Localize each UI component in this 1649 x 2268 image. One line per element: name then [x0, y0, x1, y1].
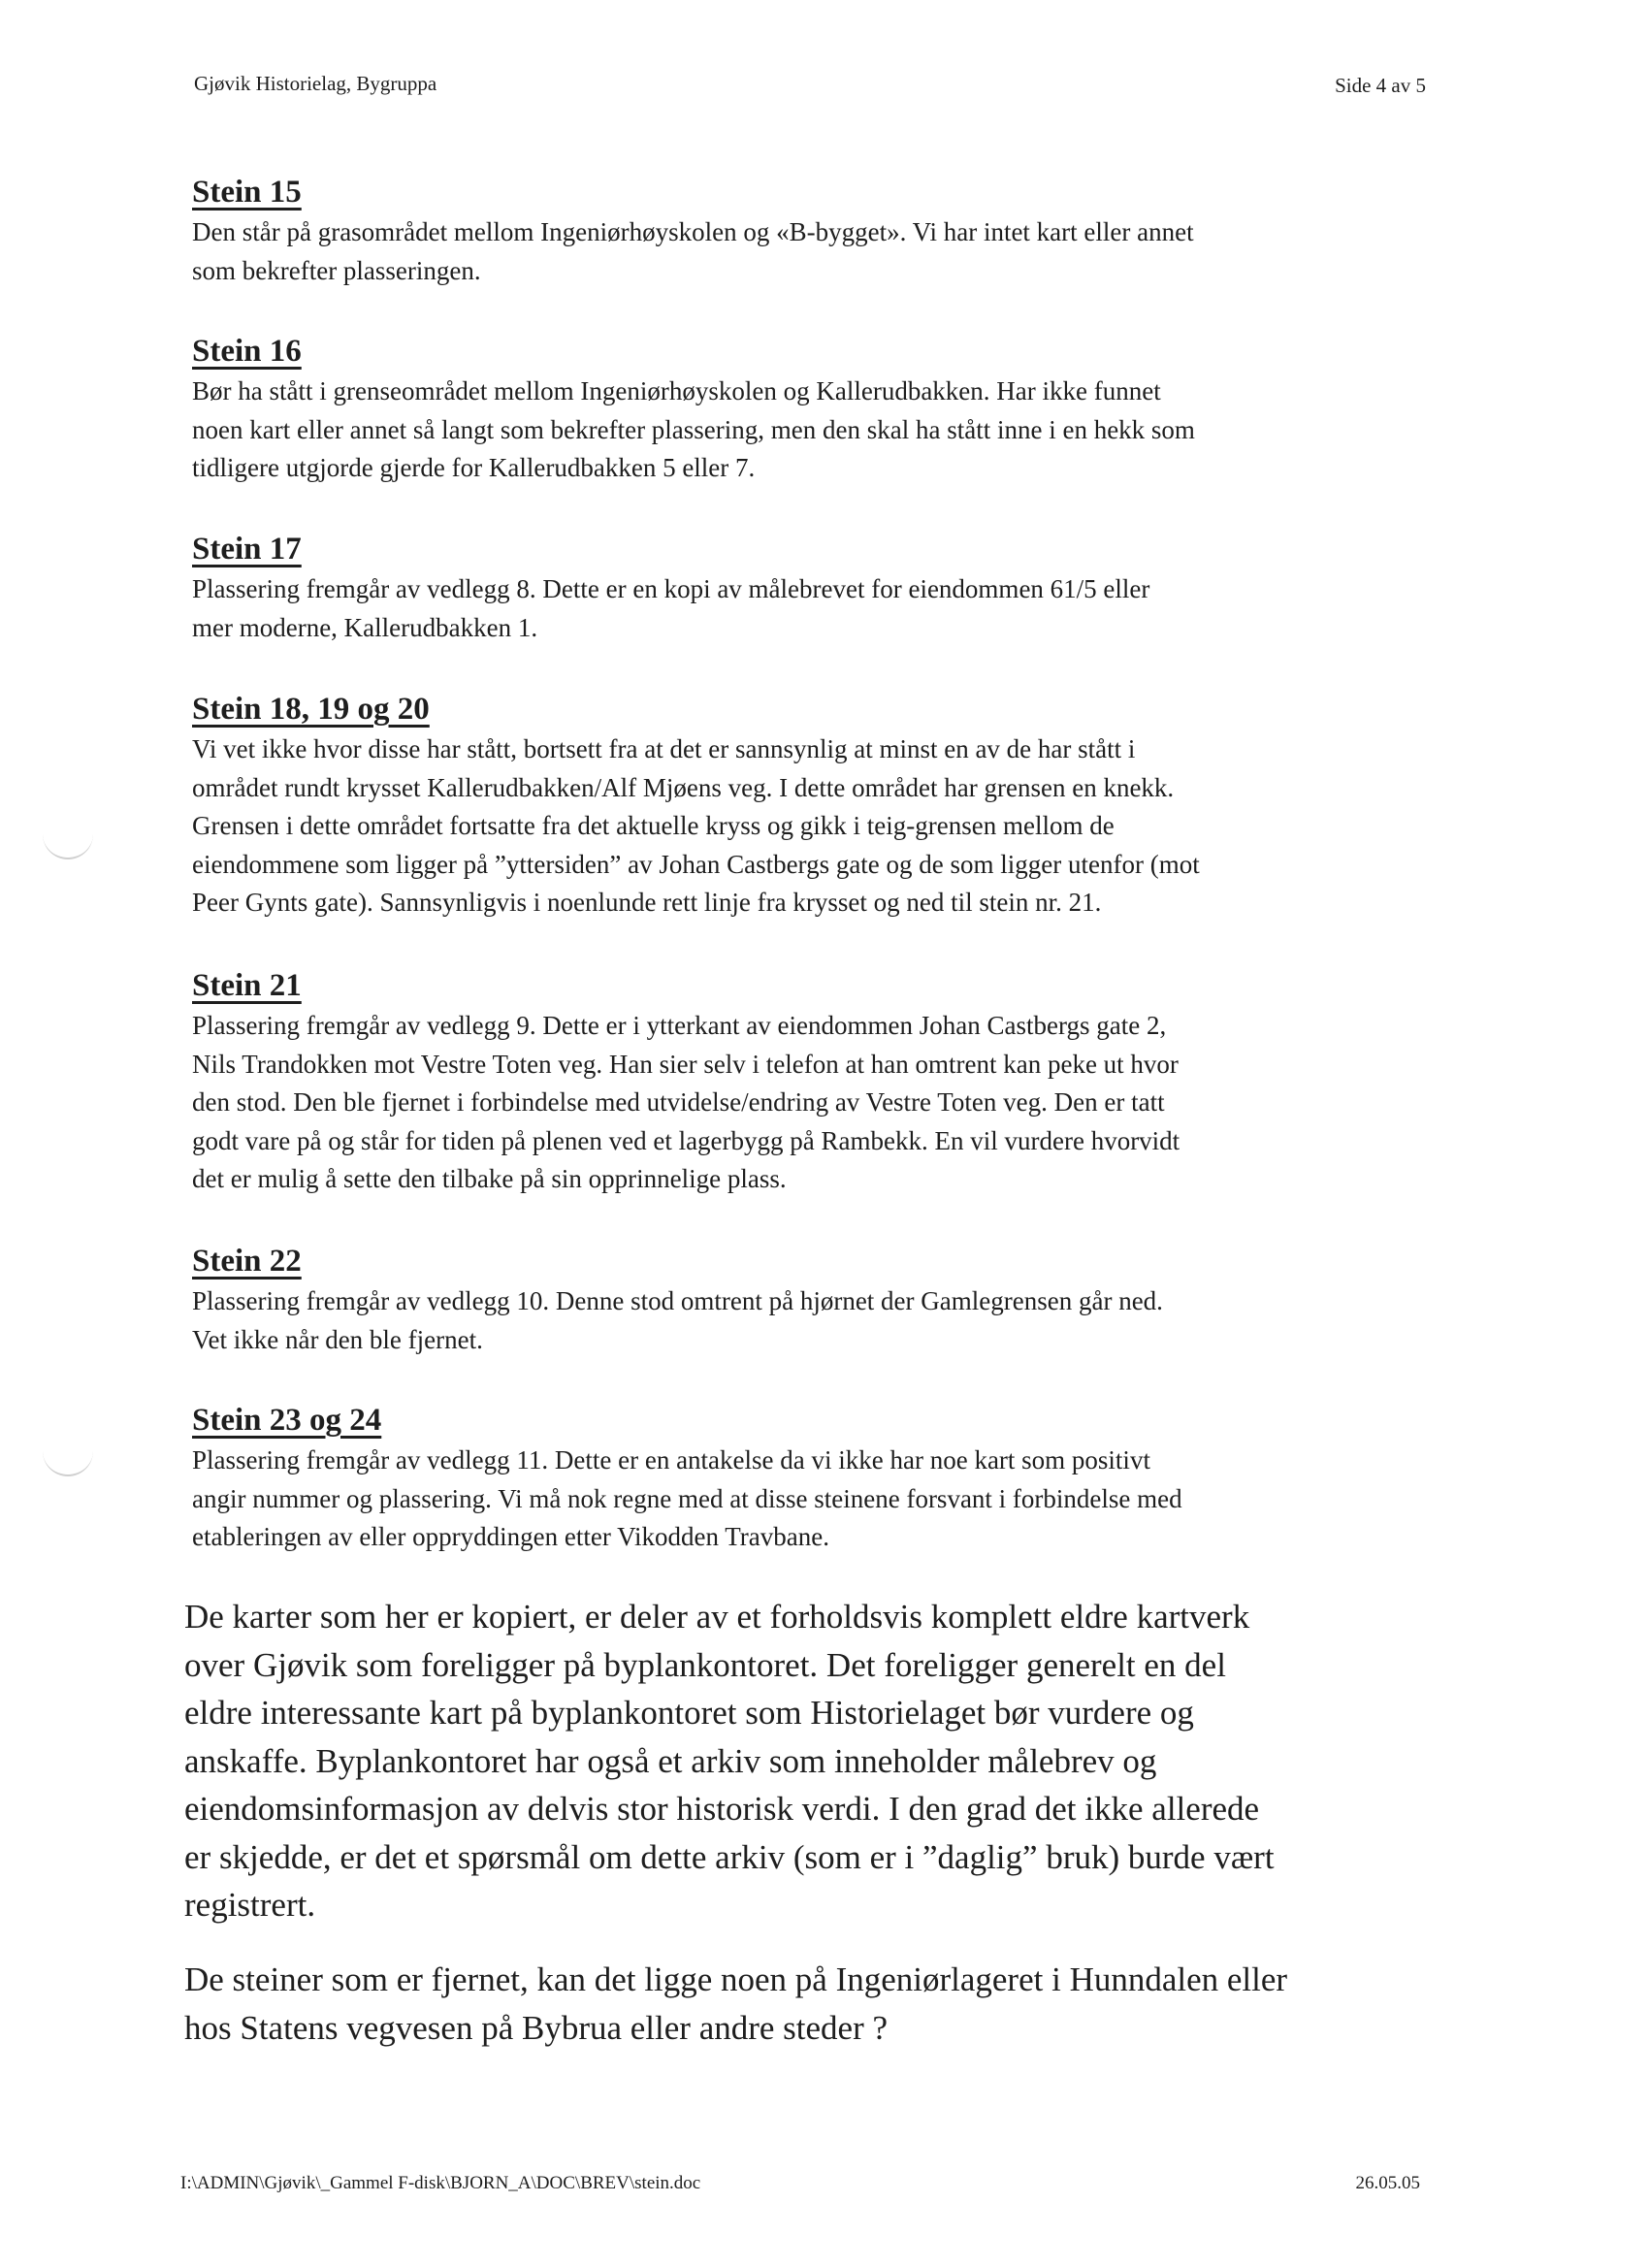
section-body: [192, 373, 1453, 488]
text-line: tidligere utgjorde gjerde for Kallerudbakken 5 eller 7.: [192, 453, 756, 482]
text-line: Plassering fremgår av vedlegg 8. Dette er en kopi av målebrevet for eiendommen 61/5 eller: [192, 574, 1150, 603]
section-heading: Stein 15: [192, 175, 302, 210]
text-line: Plassering fremgår av vedlegg 11. Dette er en antakelse da vi ikke har noe kart som positivt: [192, 1445, 1150, 1474]
text-line: etableringen av eller oppryddingen etter Vikodden Travbane.: [192, 1522, 829, 1551]
text-line: godt vare på og står for tiden på plenen ved et lagerbygg på Rambekk. En vil vurdere hvorvidt: [192, 1125, 1180, 1155]
text-line: Nils Trandokken mot Vestre Toten veg. Han sier selv i telefon at han omtrent kan peke ut hvor: [192, 1049, 1179, 1079]
paragraph-kartverk: [184, 1593, 1465, 1929]
text-line: Bør ha stått i grenseområdet mellom Ingeniørhøyskolen og Kallerudbakken. Har ikke funnet: [192, 376, 1161, 405]
text-line: er skjedde, er det et spørsmål om dette arkiv (som er i ”daglig” bruk) burde vært: [184, 1837, 1275, 1876]
section-stein-22: [192, 1242, 1453, 1359]
text-line: det er mulig å sette den tilbake på sin opprinnelige plass.: [192, 1164, 787, 1193]
text-line: Peer Gynts gate). Sannsynligvis i noenlunde rett linje fra krysset og ned til stein nr. 21.: [192, 888, 1102, 917]
section-heading: Stein 23 og 24: [192, 1403, 382, 1438]
text-line: den stod. Den ble fjernet i forbindelse med utvidelse/endring av Vestre Toten veg. Den er tatt: [192, 1087, 1165, 1117]
section-body: [192, 730, 1453, 923]
text-line: registrert.: [184, 1886, 316, 1924]
text-line: eldre interessante kart på byplankontoret som Historielaget bør vurdere og: [184, 1694, 1194, 1732]
text-line: over Gjøvik som foreligger på byplankontoret. Det foreligger generelt en del: [184, 1645, 1226, 1684]
section-body: [192, 1007, 1453, 1199]
footer-date: 26.05.05: [1355, 2173, 1420, 2193]
section-body: [192, 213, 1453, 290]
text-line: eiendomsinformasjon av delvis stor historisk verdi. I den grad det ikke allerede: [184, 1790, 1260, 1828]
text-line: Vi vet ikke hvor disse har stått, bortsett fra at det er sannsynlig at minst en av de har stått i: [192, 734, 1136, 763]
text-line: området rundt krysset Kallerudbakken/Alf Mjøens veg. I dette området har grensen en knekk.: [192, 772, 1175, 802]
section-body: [192, 1442, 1453, 1557]
text-line: Plassering fremgår av vedlegg 9. Dette er i ytterkant av eiendommen Johan Castbergs gate 2,: [192, 1011, 1167, 1040]
section-stein-23-24: [192, 1401, 1453, 1557]
header-left: Gjøvik Historielag, Bygruppa: [194, 72, 437, 95]
section-heading: Stein 16: [192, 334, 302, 369]
text-line: hos Statens vegvesen på Bybrua eller andre steder ?: [184, 2008, 889, 2047]
punch-hole-mark: [43, 834, 93, 859]
section-body: [192, 1282, 1453, 1359]
text-line: De steiner som er fjernet, kan det ligge noen på Ingeniørlageret i Hunndalen eller: [184, 1960, 1288, 1998]
text-line: angir nummer og plassering. Vi må nok regne med at disse steinene forsvant i forbindelse med: [192, 1483, 1182, 1513]
text-line: De karter som her er kopiert, er deler av et forholdsvis komplett eldre kartverk: [184, 1598, 1250, 1636]
page-number: Side 4 av 5: [1335, 74, 1426, 97]
text-line: noen kart eller annet så langt som bekrefter plassering, men den skal ha stått inne i en hekk som: [192, 414, 1195, 444]
section-stein-17: [192, 530, 1453, 647]
section-heading: Stein 21: [192, 968, 302, 1003]
punch-hole-mark: [43, 1451, 93, 1476]
section-stein-16: [192, 332, 1453, 488]
text-line: som bekrefter plasseringen.: [192, 255, 481, 285]
text-line: Plassering fremgår av vedlegg 10. Denne stod omtrent på hjørnet der Gamlegrensen går ned.: [192, 1286, 1163, 1315]
text-line: Vet ikke når den ble fjernet.: [192, 1324, 483, 1354]
footer-file-path: I:\ADMIN\Gjøvik\_Gammel F-disk\BJORN_A\DOC\BREV\stein.doc: [180, 2173, 701, 2193]
text-line: Den står på grasområdet mellom Ingeniørhøyskolen og «B-bygget». Vi har intet kart eller annet: [192, 217, 1194, 246]
paragraph-steiner: [184, 1956, 1465, 2052]
text-line: Grensen i dette området fortsatte fra det aktuelle kryss og gikk i teig-grensen mellom de: [192, 811, 1115, 840]
section-heading: Stein 17: [192, 532, 302, 567]
text-line: mer moderne, Kallerudbakken 1.: [192, 612, 538, 642]
section-stein-15: [192, 173, 1453, 290]
section-heading: Stein 18, 19 og 20: [192, 692, 430, 727]
section-stein-18-19-20: [192, 690, 1453, 923]
section-body: [192, 570, 1453, 647]
text-line: eiendommene som ligger på ”yttersiden” av Johan Castbergs gate og de som ligger utenfor (mot: [192, 849, 1200, 879]
section-heading: Stein 22: [192, 1244, 302, 1279]
section-stein-21: [192, 966, 1453, 1199]
text-line: anskaffe. Byplankontoret har også et arkiv som inneholder målebrev og: [184, 1741, 1157, 1780]
